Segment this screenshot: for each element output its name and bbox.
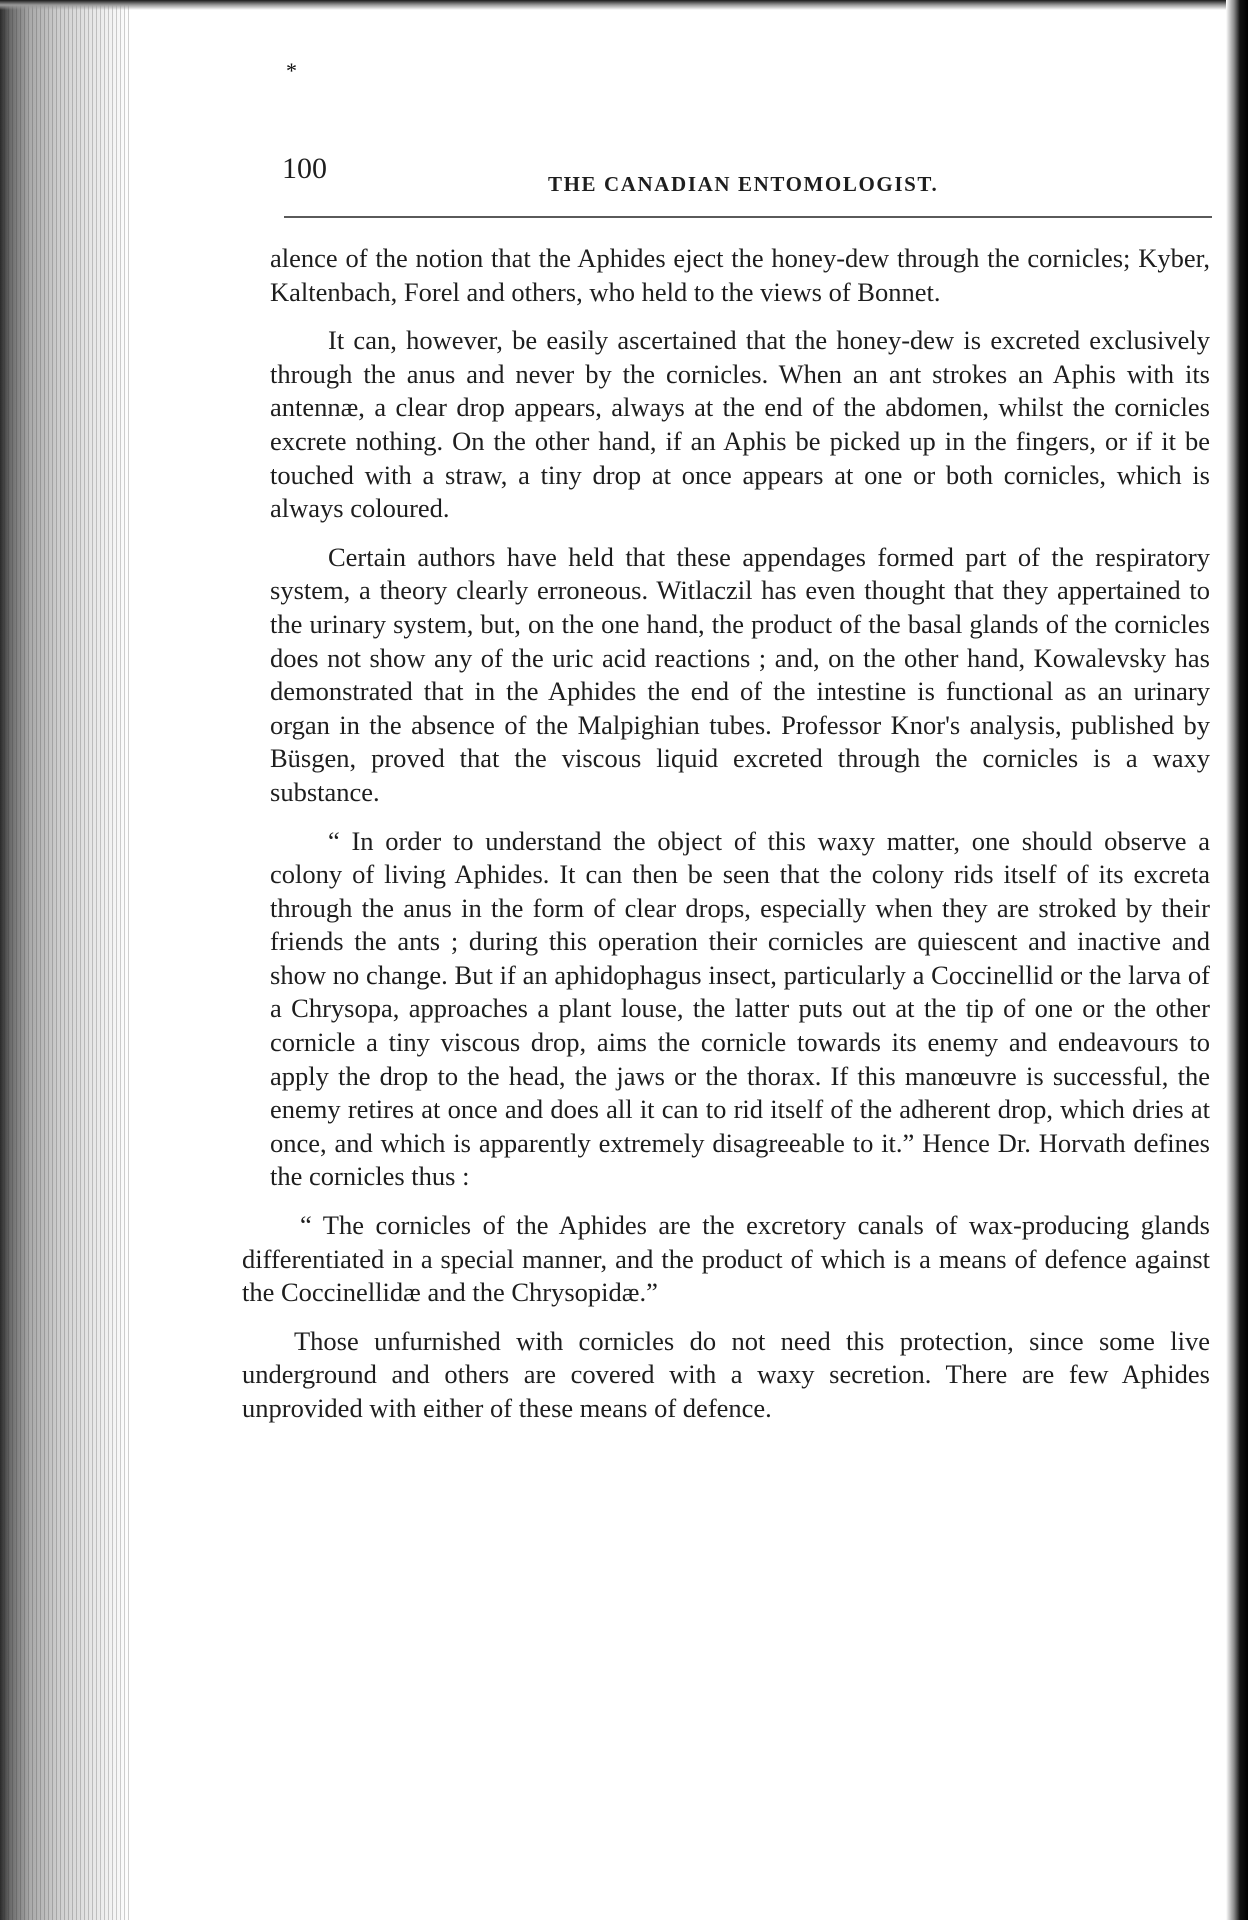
- paragraph-1: alence of the notion that the Aphides eject the honey-dew through the cornicles; Kyber, Kaltenbach, Forel and others, who held to the views of Bonnet.: [270, 243, 1210, 307]
- paragraph-3: Certain authors have held that these appendages formed part of the respiratory system, a theory clearly erroneous. Witlaczil has even thought that they appertained to the urinary system, but, on the one hand, the product of the basal glands of the cornicles does not show any of the uric acid reactions ; and, on the other hand, Kowalevsky has demonstrated that in the Aphides the end of the intestine is functional as an urinary organ in the absence of the Malpighian tubes. Professor Knor's analysis, published by Büsgen, proved that the viscous liquid excreted through the cornicles is a waxy substance.: [270, 541, 1210, 807]
- printer-mark: *: [286, 58, 297, 83]
- paragraph-4-quote: “ In order to understand the object of this waxy matter, one should observe a colony of living Aphides. It can then be seen that the colony rids itself of its excreta through the anus in the form of clear drops, especially when they are stroked by their friends the ants ; during this operation their cornicles are quiescent and inactive and show no change. But if an aphidophagus insect, particularly a Coccinellid or the larva of a Chrysopa, approaches a plant louse, the latter puts out at the tip of one or the other cornicle a tiny viscous drop, aims the cornicle towards its enemy and endeavours to apply the drop to the head, the jaws or the thorax. If this manœuvre is successful, the enemy retires at once and does all it can to rid itself of the adherent drop, which dries at once, and which is apparently extremely disagreeable to it.” Hence Dr. Horvath defines the cornicles thus :: [270, 825, 1210, 1192]
- paragraph-2: It can, however, be easily ascertained that the honey-dew is excreted exclusively through the anus and never by the cornicles. When an ant strokes an Aphis with its antennæ, a clear drop appears, always at the end of the abdomen, whilst the cornicles excrete nothing. On the other hand, if an Aphis be picked up in the fingers, or if it be touched with a straw, a tiny drop at once appears at one or both cornicles, which is always coloured.: [270, 325, 1210, 524]
- header-rule: [284, 216, 1212, 218]
- body-text: [242, 242, 1210, 1441]
- running-title: THE CANADIAN ENTOMOLOGIST.: [548, 172, 939, 196]
- paragraph-6: Those unfurnished with cornicles do not need this protection, since some live underground and others are covered with a waxy secretion. There are few Aphides unprovided with either of these means of defence.: [242, 1325, 1210, 1423]
- paragraph-5-definition-quote: “ The cornicles of the Aphides are the excretory canals of wax-producing glands differentiated in a special manner, and the product of which is a means of defence against the Coccinellidæ and the Chrysopidæ.”: [242, 1210, 1210, 1308]
- page-number: 100: [282, 152, 327, 185]
